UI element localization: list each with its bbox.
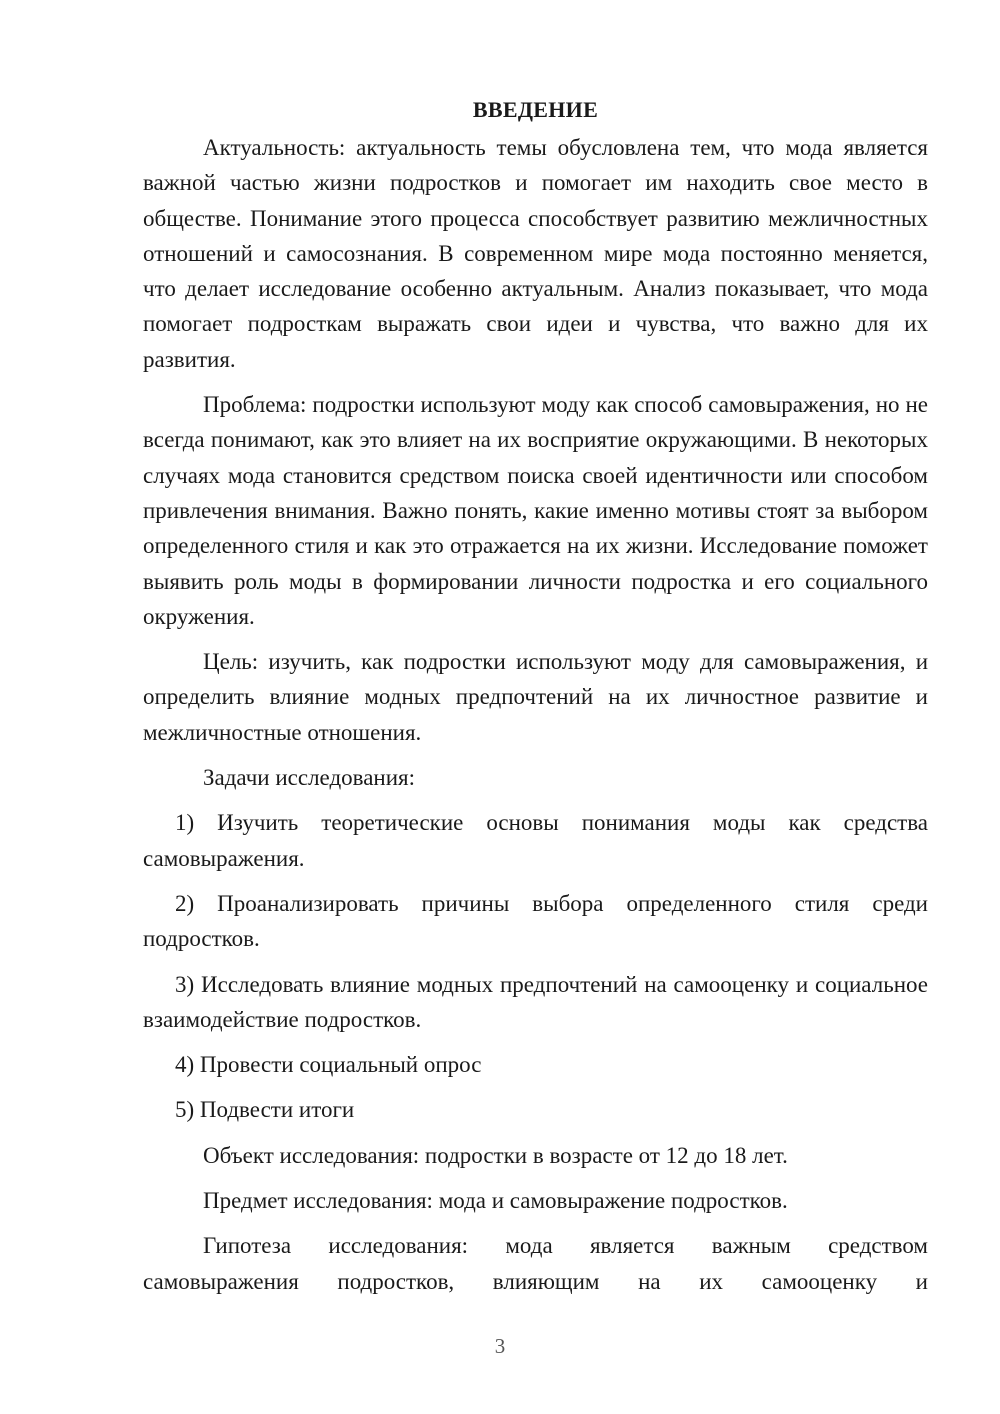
document-page <box>143 92 928 1309</box>
task-item: 1) Изучить теоретические основы понимания моды как средства самовыражения. <box>143 810 928 871</box>
relevance-paragraph: Актуальность: актуальность темы обусловлена тем, что мода является важной частью жизни подростков и помогает им находить свое место в обществе. Понимание этого процесса способствует развитию межличностных отношений и самосознания. В современном мире мода постоянно меняется, что делает исследование особенно актуальным. Анализ показывает, что мода помогает подросткам выражать свои идеи и чувства, что важно для их развития. <box>143 135 928 372</box>
section-title: ВВЕДЕНИЕ <box>472 97 599 122</box>
task-item: 3) Исследовать влияние модных предпочтений на самооценку и социальное взаимодействие подростков. <box>143 971 928 1032</box>
subject-paragraph: Предмет исследования: мода и самовыражение подростков. <box>203 1188 788 1214</box>
tasks-heading: Задачи исследования: <box>203 765 416 791</box>
task-item: 2) Проанализировать причины выбора определенного стиля среди подростков. <box>143 890 928 952</box>
hypothesis-paragraph: Гипотеза исследования: мода является важным средством самовыражения подростков, влияющим на их самооценку и <box>143 1233 928 1294</box>
object-paragraph: Объект исследования: подростки в возрасте от 12 до 18 лет. <box>203 1142 788 1168</box>
page-number: 3 <box>494 1334 506 1358</box>
problem-paragraph: Проблема: подростки используют моду как способ самовыражения, но не всегда понимают, как это влияет на их восприятие окружающими. В некоторых случаях мода становится средством поиска своей идентичности или способом привлечения внимания. Важно понять, какие именно мотивы стоят за выбором определенного стиля и как это отражается на их жизни. Исследование поможет выявить роль моды в формировании личности подростка и его социального окружения. <box>143 392 928 629</box>
task-item: 5) Подвести итоги <box>175 1097 355 1123</box>
task-item: 4) Провести социальный опрос <box>175 1052 482 1078</box>
goal-paragraph: Цель: изучить, как подростки используют моду для самовыражения, и определить влияние модных предпочтений на их личностное развитие и межличностные отношения. <box>143 649 928 745</box>
